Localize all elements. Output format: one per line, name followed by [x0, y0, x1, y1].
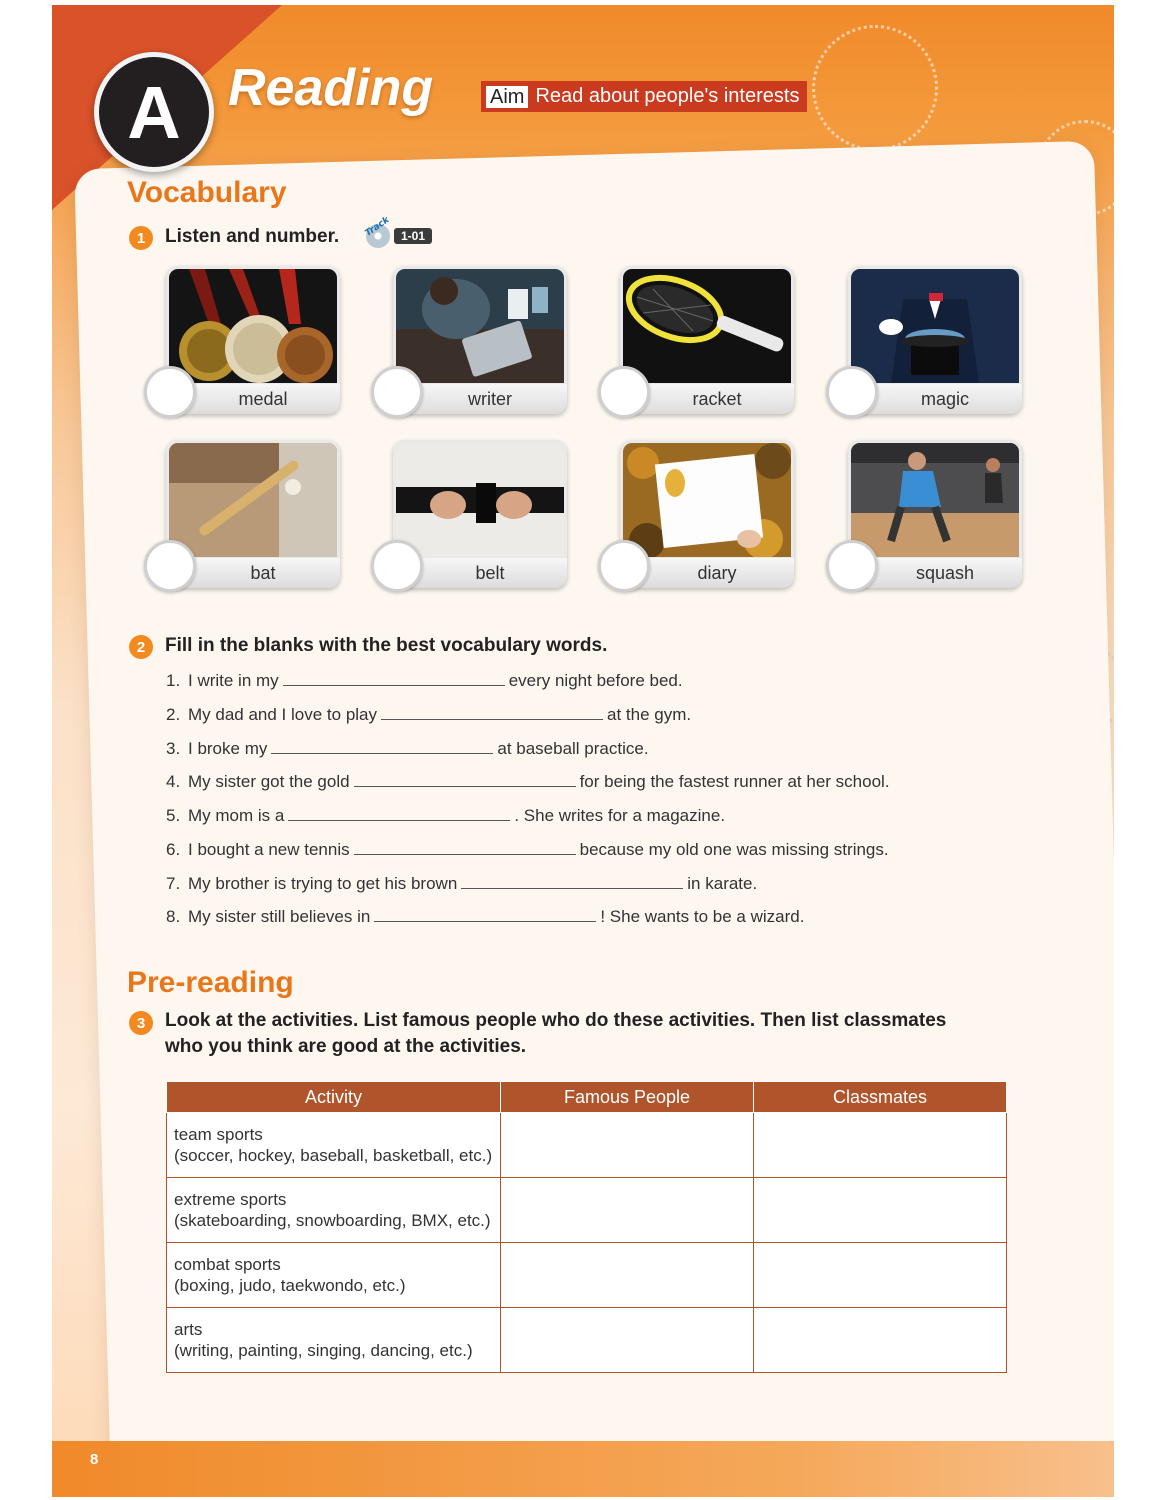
sentence-start: My sister still believes in	[188, 907, 371, 926]
track-id: 1-01	[394, 228, 432, 244]
answer-blank[interactable]	[381, 705, 603, 720]
table-header-row	[167, 1082, 1007, 1113]
item-number: 6.	[166, 840, 181, 859]
table-row	[167, 1178, 1007, 1243]
fill-sentence	[166, 874, 757, 894]
exercise-number: 3	[129, 1011, 153, 1035]
famous-people-cell[interactable]	[501, 1243, 754, 1308]
page-title: Reading	[228, 59, 434, 117]
table-row	[167, 1113, 1007, 1178]
activity-cell	[167, 1308, 501, 1373]
number-answer-circle[interactable]	[371, 366, 423, 418]
classmates-cell[interactable]	[754, 1308, 1007, 1373]
vocab-card-magic	[848, 266, 1022, 414]
vocab-label: squash	[848, 558, 1022, 588]
column-header: Activity	[167, 1082, 501, 1113]
activity-name: combat sports	[174, 1255, 281, 1274]
vocab-card-squash	[848, 440, 1022, 588]
sentence-end: ! She wants to be a wizard.	[600, 907, 805, 926]
vocab-card-writer	[393, 266, 567, 414]
number-answer-circle[interactable]	[371, 540, 423, 592]
activity-cell	[167, 1178, 501, 1243]
item-number: 8.	[166, 907, 181, 926]
magic-image	[851, 269, 1019, 383]
writer-image	[396, 269, 564, 383]
vocabulary-heading: Vocabulary	[127, 176, 287, 209]
sentence-start: I bought a new tennis	[188, 840, 350, 859]
vocab-label: racket	[620, 384, 794, 414]
fill-sentence	[166, 671, 683, 691]
sentence-end: at the gym.	[607, 705, 692, 724]
vocab-label: writer	[393, 384, 567, 414]
instruction-line: Look at the activities. List famous people who do these activities. Then list classmates	[165, 1010, 947, 1031]
sentence-end: in karate.	[687, 874, 758, 893]
racket-image	[623, 269, 791, 383]
sentence-start: My sister got the gold	[188, 772, 350, 791]
number-answer-circle[interactable]	[826, 540, 878, 592]
vocab-label: diary	[620, 558, 794, 588]
vocab-label: medal	[166, 384, 340, 414]
fill-sentence	[166, 907, 804, 927]
table-row	[167, 1308, 1007, 1373]
footer-bar	[52, 1441, 1114, 1497]
aim-text: Read about people's interests	[535, 85, 800, 107]
dot-decoration	[812, 25, 938, 151]
unit-badge: A	[94, 52, 214, 172]
vocab-card-bat	[166, 440, 340, 588]
squash-image	[851, 443, 1019, 557]
sentence-start: My brother is trying to get his brown	[188, 874, 458, 893]
fill-sentence	[166, 806, 725, 826]
vocab-label: belt	[393, 558, 567, 588]
item-number: 2.	[166, 705, 181, 724]
sentence-end: at baseball practice.	[497, 739, 649, 758]
fill-sentence	[166, 840, 889, 860]
classmates-cell[interactable]	[754, 1243, 1007, 1308]
column-header: Famous People	[501, 1082, 754, 1113]
answer-blank[interactable]	[374, 907, 596, 922]
sentence-start: My dad and I love to play	[188, 705, 378, 724]
vocab-label: bat	[166, 558, 340, 588]
activity-examples: (boxing, judo, taekwondo, etc.)	[174, 1276, 406, 1295]
aim-banner	[481, 81, 807, 112]
answer-blank[interactable]	[283, 671, 505, 686]
famous-people-cell[interactable]	[501, 1308, 754, 1373]
fill-sentence	[166, 705, 691, 725]
instruction-line: who you think are good at the activities.	[165, 1036, 527, 1057]
classmates-cell[interactable]	[754, 1178, 1007, 1243]
number-answer-circle[interactable]	[598, 540, 650, 592]
medal-image	[169, 269, 337, 383]
number-answer-circle[interactable]	[598, 366, 650, 418]
activity-examples: (soccer, hockey, baseball, basketball, etc.)	[174, 1146, 493, 1165]
sentence-end: every night before bed.	[508, 671, 683, 690]
classmates-cell[interactable]	[754, 1113, 1007, 1178]
fill-sentence	[166, 772, 890, 792]
activity-cell	[167, 1243, 501, 1308]
answer-blank[interactable]	[354, 840, 576, 855]
sentence-end: . She writes for a magazine.	[514, 806, 726, 825]
famous-people-cell[interactable]	[501, 1113, 754, 1178]
activity-examples: (skateboarding, snowboarding, BMX, etc.)	[174, 1211, 491, 1230]
item-number: 1.	[166, 671, 181, 690]
vocab-label: magic	[848, 384, 1022, 414]
aim-label: Aim	[486, 86, 528, 108]
track-word: Track	[363, 215, 392, 239]
sentence-start: My mom is a	[188, 806, 285, 825]
prereading-heading: Pre-reading	[127, 966, 294, 999]
number-answer-circle[interactable]	[144, 540, 196, 592]
item-number: 3.	[166, 739, 181, 758]
vocab-card-medal	[166, 266, 340, 414]
exercise-instruction: Fill in the blanks with the best vocabulary words.	[165, 635, 608, 656]
item-number: 7.	[166, 874, 181, 893]
vocab-card-belt	[393, 440, 567, 588]
belt-image	[396, 443, 564, 557]
fill-sentence	[166, 739, 649, 759]
sentence-start: I broke my	[188, 739, 268, 758]
sentence-start: I write in my	[188, 671, 279, 690]
famous-people-cell[interactable]	[501, 1178, 754, 1243]
answer-blank[interactable]	[354, 772, 576, 787]
activity-cell	[167, 1113, 501, 1178]
activity-name: arts	[174, 1320, 203, 1339]
activity-examples: (writing, painting, singing, dancing, etc.)	[174, 1341, 473, 1360]
answer-blank[interactable]	[288, 806, 510, 821]
exercise-instruction	[165, 1008, 946, 1060]
number-answer-circle[interactable]	[144, 366, 196, 418]
exercise-instruction: Listen and number.	[165, 226, 340, 247]
diary-image	[623, 443, 791, 557]
bat-image	[169, 443, 337, 557]
page-number: 8	[90, 1451, 99, 1468]
column-header: Classmates	[754, 1082, 1007, 1113]
answer-blank[interactable]	[271, 739, 493, 754]
sentence-end: because my old one was missing strings.	[579, 840, 889, 859]
number-answer-circle[interactable]	[826, 366, 878, 418]
sentence-end: for being the fastest runner at her school.	[579, 772, 890, 791]
answer-blank[interactable]	[461, 874, 683, 889]
activity-name: extreme sports	[174, 1190, 287, 1209]
vocab-card-diary	[620, 440, 794, 588]
activity-name: team sports	[174, 1125, 263, 1144]
audio-track-button[interactable]	[363, 215, 438, 250]
exercise-number: 2	[129, 635, 153, 659]
vocab-card-racket	[620, 266, 794, 414]
item-number: 4.	[166, 772, 181, 791]
activities-table	[166, 1081, 1007, 1373]
exercise-number: 1	[129, 226, 153, 250]
item-number: 5.	[166, 806, 181, 825]
table-row	[167, 1243, 1007, 1308]
